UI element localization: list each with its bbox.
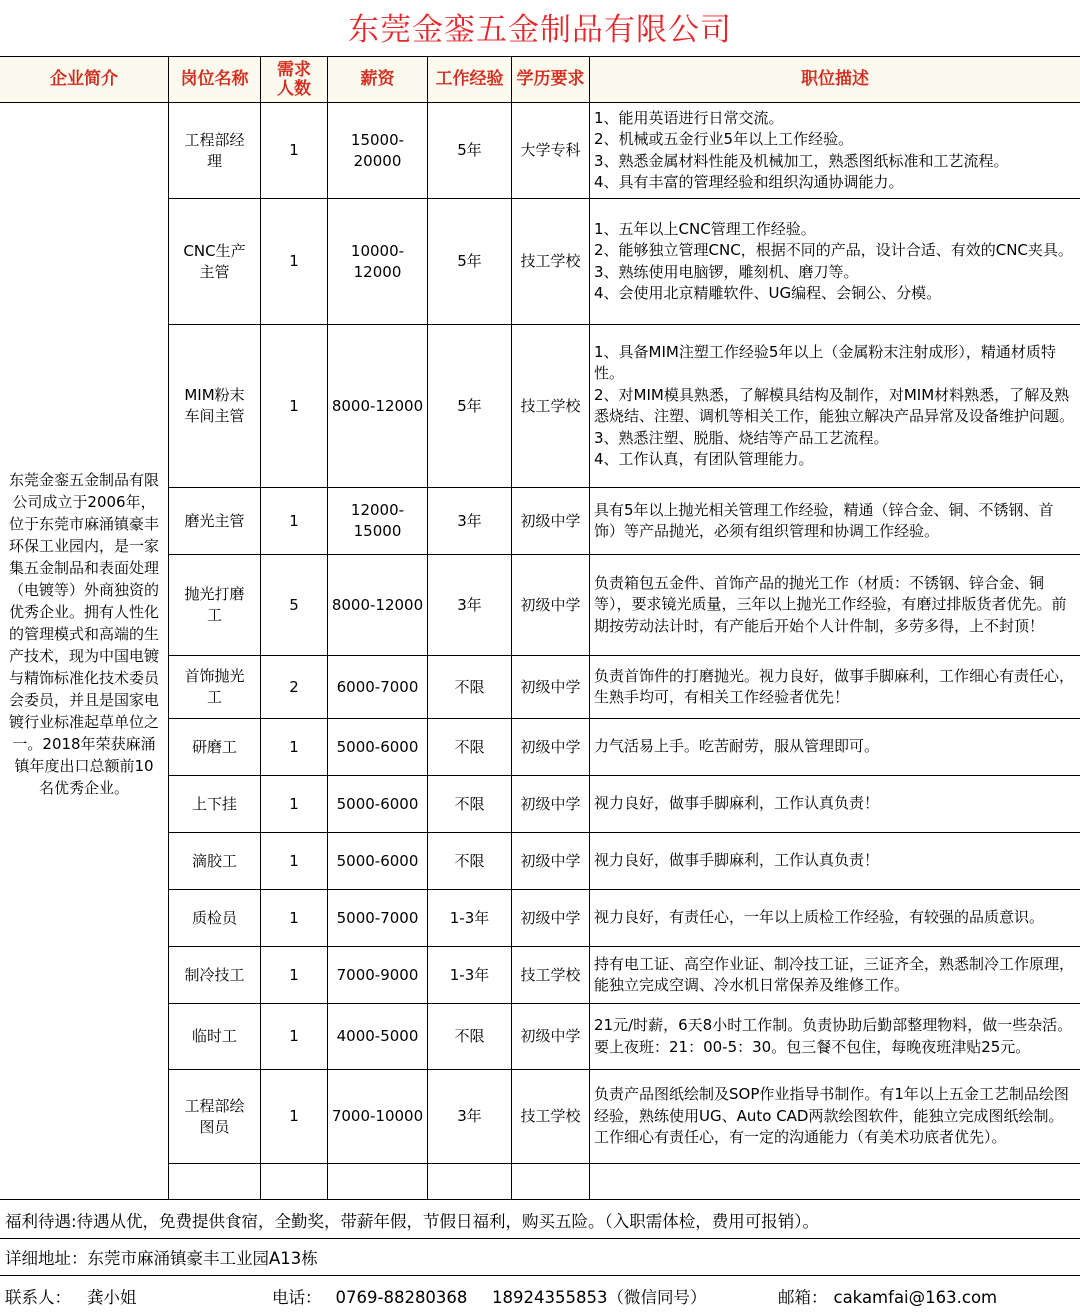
job-salary: 5000-6000 [328,776,428,832]
job-education: 初级中学 [512,555,590,655]
job-salary: 4000-5000 [328,1004,428,1069]
job-description-line: 3、熟练使用电脑锣，雕刻机、磨刀等。 [594,262,859,281]
job-salary: 12000-15000 [328,488,428,554]
header-count: 需求人数 [261,57,328,102]
header-position: 岗位名称 [169,57,261,102]
job-description-line: 4、会使用北京精雕软件、UG编程、会铜公、分模。 [594,284,942,302]
header-description: 职位描述 [801,69,869,89]
header-salary: 薪资 [328,57,428,102]
job-description-line: 视力良好，做事手脚麻利，工作认真负责！ [594,851,880,870]
job-education: 大学专科 [512,103,590,198]
table-row [169,833,1080,890]
job-education: 技工学校 [512,947,590,1003]
page-title: 东莞金銮五金制品有限公司 [348,12,732,48]
contact-phone [272,1282,467,1314]
table-row [169,555,1080,656]
job-education: 技工学校 [512,199,590,324]
contact-person-label: 联系人： [5,1288,71,1307]
job-name: 工程部绘图员 [169,1070,261,1163]
job-salary: 5000-6000 [328,719,428,775]
job-name: 磨光主管 [169,488,261,554]
job-description [590,833,1080,889]
job-description [590,1070,1080,1163]
job-salary: 5000-7000 [328,890,428,946]
table-row [169,1070,1080,1164]
blank-cell [328,1164,428,1200]
job-count: 1 [261,776,328,832]
job-description [590,776,1080,832]
blank-cell [169,1164,261,1200]
table-row [169,719,1080,776]
job-count: 1 [261,947,328,1003]
job-description-line: 视力良好，做事手脚麻利，工作认真负责！ [594,794,880,813]
job-name: 首饰抛光工 [169,656,261,718]
job-count: 1 [261,103,328,198]
job-experience: 不限 [428,833,512,889]
job-experience: 1-3年 [428,947,512,1003]
header-education: 学历要求 [512,57,590,102]
job-description [590,555,1080,655]
contact-phone-label: 电话： [272,1288,322,1307]
job-description [590,103,1080,198]
blank-cell [0,1164,169,1200]
job-experience: 5年 [428,103,512,198]
job-description-line: 负责首饰件的打磨抛光。视力良好，做事手脚麻利，工作细心有责任心，生熟手均可，有相关工作经验者优先！ [594,666,1075,706]
job-name: 滴胶工 [169,833,261,889]
job-salary: 8000-12000 [328,325,428,487]
company-intro: 东莞金銮五金制品有限公司成立于2006年，位于东莞市麻涌镇豪丰环保工业园内，是一家集五金制品和表面处理（电镀等）外商独资的优秀企业。拥有人性化的管理模式和高端的生产技术，现为中国电镀与精饰标准化技术委员会委员，并且是国家电镀行业标准起草单位之一。2018年荣获麻涌镇年度出口总额前10名优秀企业。 [8,470,159,797]
job-education: 初级中学 [512,890,590,946]
table-row [169,947,1080,1004]
job-name: 研磨工 [169,719,261,775]
job-count: 1 [261,719,328,775]
job-description-line: 4、具有丰富的管理经验和组织沟通协调能力。 [594,173,904,191]
job-description-line: 3、熟悉注塑、脱脂、烧结等产品工艺流程。 [594,428,889,447]
job-experience: 5年 [428,199,512,324]
job-count: 1 [261,1004,328,1069]
job-education: 初级中学 [512,1004,590,1069]
job-salary: 15000-20000 [328,103,428,198]
job-description-line: 2、能够独立管理CNC，根据不同的产品，设计合适、有效的CNC夹具。 [594,241,1073,259]
contact-person [5,1282,137,1314]
job-count: 5 [261,555,328,655]
job-description-line: 2、机械或五金行业5年以上工作经验。 [594,130,854,148]
job-count: 1 [261,833,328,889]
job-experience: 1-3年 [428,890,512,946]
job-salary: 8000-12000 [328,555,428,655]
table-row [169,890,1080,947]
job-name: 抛光打磨工 [169,555,261,655]
job-description-line: 1、具备MIM注塑工作经验5年以上（金属粉末注射成形），精通材质特性。 [594,342,1056,382]
job-count: 1 [261,488,328,554]
job-education: 技工学校 [512,325,590,487]
job-description-line: 3、熟悉金属材料性能及机械加工，熟悉图纸标准和工艺流程。 [594,151,1009,170]
job-description-line: 负责箱包五金件、首饰产品的抛光工作（材质：不锈钢、锌合金、铜等），要求镜光质量，三年以上抛光工作经验，有磨过排版货者优先。前期按劳动法计时，有产能后开始个人计件制，多劳多得，上不封顶！ [594,573,1067,635]
job-education: 初级中学 [512,488,590,554]
job-count: 1 [261,1070,328,1163]
blank-cell [512,1164,590,1200]
contact-person-name: 龚小姐 [87,1288,137,1307]
job-name: 上下挂 [169,776,261,832]
company-intro-cell [0,103,169,1164]
table-row [169,325,1080,488]
table-row [169,776,1080,833]
job-description-line: 视力良好，有责任心，一年以上质检工作经验，有较强的品质意识。 [594,908,1045,927]
table-row [169,103,1080,199]
contact-mobile: 18924355853（微信同号） [492,1288,707,1307]
job-name: 工程部经理 [169,103,261,198]
job-experience: 3年 [428,1070,512,1163]
job-description [590,947,1080,1003]
divider [0,1199,1080,1200]
contact-phone-number: 0769-88280368 [335,1288,468,1307]
job-experience: 3年 [428,555,512,655]
contact-email-label: 邮箱： [778,1288,828,1307]
job-description-line: 1、能用英语进行日常交流。 [594,108,784,127]
job-description-line: 2、对MIM模具熟悉，了解模具结构及制作，对MIM材料熟悉，了解及熟悉烧结、注塑、调机等相关工作，能独立解决产品异常及设备维护问题。 [594,385,1075,425]
job-description [590,1004,1080,1069]
job-description-line: 持有电工证、高空作业证、制冷技工证，三证齐全，熟悉制冷工作原理，能独立完成空调、冷水机日常保养及维修工作。 [594,954,1075,994]
job-count: 1 [261,890,328,946]
blank-cell [261,1164,328,1200]
job-experience: 不限 [428,719,512,775]
job-description-line: 具有5年以上抛光相关管理工作经验，精通（锌合金、铜、不锈钢、首饰）等产品抛光，必须有组织管理和协调工作经验。 [594,500,1054,540]
contact-email-address: cakamfai@163.com [833,1288,998,1307]
job-salary: 5000-6000 [328,833,428,889]
job-description [590,656,1080,718]
job-experience: 不限 [428,1004,512,1069]
contact-email [778,1282,997,1314]
job-education: 技工学校 [512,1070,590,1163]
job-experience: 5年 [428,325,512,487]
job-description-line: 力气活易上手。吃苦耐劳，服从管理即可。 [594,737,880,756]
job-name: 质检员 [169,890,261,946]
job-name: 制冷技工 [169,947,261,1003]
job-name: CNC生产主管 [169,199,261,324]
header-experience: 工作经验 [428,57,512,102]
job-experience: 3年 [428,488,512,554]
job-education: 初级中学 [512,719,590,775]
table-row [169,199,1080,325]
job-salary: 7000-10000 [328,1070,428,1163]
job-description [590,488,1080,554]
job-description [590,199,1080,324]
job-education: 初级中学 [512,776,590,832]
job-salary: 7000-9000 [328,947,428,1003]
job-description-line: 21元/时薪，6天8小时工作制。负责协助后勤部整理物料，做一些杂活。要上夜班：21：00-5：30。包三餐不包住，每晚夜班津贴25元。 [594,1016,1073,1056]
job-count: 1 [261,199,328,324]
job-experience: 不限 [428,776,512,832]
job-education: 初级中学 [512,833,590,889]
job-description-line: 负责产品图纸绘制及SOP作业指导书制作。有1年以上五金工艺制品绘图经验，熟练使用UG、Auto CAD两款绘图软件，能独立完成图纸绘制。工作细心有责任心，有一定的沟通能力（有美术功底者优先）。 [594,1085,1069,1147]
job-education: 初级中学 [512,656,590,718]
address-text: 详细地址：东莞市麻涌镇豪丰工业园A13栋 [0,1244,1080,1276]
job-count: 1 [261,325,328,487]
benefits-text: 福利待遇:待遇从优，免费提供食宿，全勤奖，带薪年假，节假日福利，购买五险。（入职需体检，费用可报销）。 [0,1207,1080,1239]
table-row [169,656,1080,719]
job-name: MIM粉末车间主管 [169,325,261,487]
job-experience: 不限 [428,656,512,718]
table-row [169,1004,1080,1070]
job-name: 临时工 [169,1004,261,1069]
header-intro: 企业简介 [0,57,169,102]
job-salary: 10000-12000 [328,199,428,324]
job-description-line: 4、工作认真，有团队管理能力。 [594,450,814,468]
job-description [590,325,1080,487]
job-count: 2 [261,656,328,718]
table-header [0,56,1080,103]
job-description [590,890,1080,946]
blank-cell [428,1164,512,1200]
job-description-line: 1、五年以上CNC管理工作经验。 [594,219,816,238]
job-description [590,719,1080,775]
table-row [169,488,1080,555]
job-salary: 6000-7000 [328,656,428,718]
